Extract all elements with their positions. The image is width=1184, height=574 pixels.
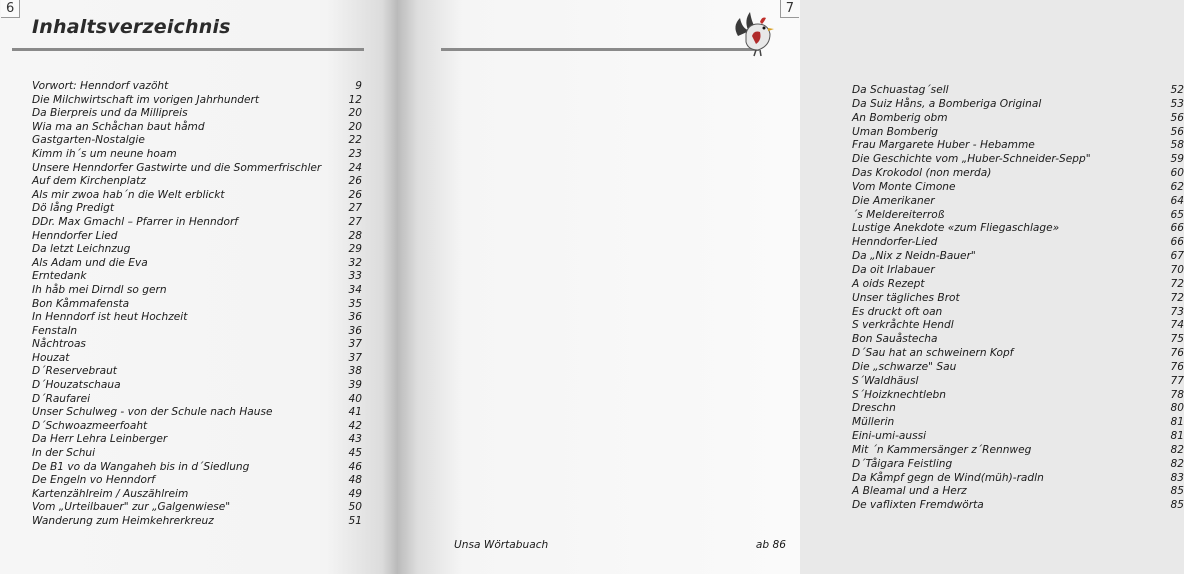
toc-entry-page: 49 [348,487,362,500]
toc-entry-page: 53 [1170,97,1184,110]
toc-entry [852,222,1184,236]
toc-entry-page: 34 [348,283,362,296]
rooster-icon [728,6,780,62]
toc-entry-page: 75 [1170,333,1184,346]
toc-entry-page: 77 [1170,374,1184,387]
toc-entry-page: 82 [1170,457,1184,470]
toc-entry-title: Da Suiz Håns, a Bomberiga Original [852,97,1042,110]
toc-entry-title: Gastgarten-Nostalgie [32,134,145,147]
toc-entry [852,126,1184,140]
toc-entry-page: 62 [1170,180,1184,193]
toc-entry-title: Erntedank [32,270,87,283]
toc-entry [32,447,362,461]
toc-entry-page: 66 [1170,222,1184,235]
toc-entry [32,420,362,434]
toc-list-left [32,80,362,529]
toc-entry [32,243,362,257]
toc-entry-page: 29 [348,243,362,256]
toc-entry-page: 78 [1170,388,1184,401]
toc-entry [32,134,362,148]
toc-entry-page: 60 [1170,167,1184,180]
toc-entry [852,444,1184,458]
toc-entry-page: 32 [348,256,362,269]
toc-entry-title: Vorwort: Henndorf vazöht [32,80,169,92]
toc-entry [32,175,362,189]
left-page [0,0,398,574]
toc-entry-page: 43 [348,433,362,446]
toc-entry-title: DDr. Max Gmachl – Pfarrer in Henndorf [32,215,239,228]
toc-entry-title: Die Geschichte vom „Huber-Schneider-Sepp" [852,153,1091,166]
toc-entry [852,195,1184,209]
toc-entry [852,319,1184,333]
toc-entry-page: 72 [1170,291,1184,304]
toc-entry-title: Als Adam und die Eva [32,256,148,269]
toc-entry-title: Auf dem Kirchenplatz [32,175,146,188]
toc-entry-title: Unser tägliches Brot [852,291,960,304]
toc-entry [852,181,1184,195]
toc-entry [852,333,1184,347]
toc-entry-footer [454,539,786,553]
toc-entry [852,361,1184,375]
toc-entry-title: De B1 vo da Wangaheh bis in d´Siedlung [32,460,250,473]
toc-entry [852,485,1184,499]
toc-entry [32,406,362,420]
toc-entry [32,352,362,366]
toc-entry-page: 59 [1170,153,1184,166]
toc-entry-title: A oids Rezept [852,277,925,290]
toc-entry-page: 42 [348,419,362,432]
toc-entry-title: In der Schui [32,447,96,460]
toc-entry-page: 37 [348,338,362,351]
toc-entry-page: 28 [348,229,362,242]
toc-entry [32,202,362,216]
toc-entry-title: Unsere Henndorfer Gastwirte und die Sommerfrischler [32,161,322,174]
toc-entry-title: Wia ma an Schåchan baut håmd [32,120,205,133]
toc-entry-page: ab 86 [755,539,786,551]
toc-entry [32,379,362,393]
toc-entry-title: D´Tåigara Feistling [852,457,953,470]
toc-entry-title: Bon Sauåstecha [852,333,938,346]
toc-entry [852,139,1184,153]
toc-entry-page: 35 [348,297,362,310]
toc-entry-page: 56 [1170,125,1184,138]
toc-entry-title: Als mir zwoa hab´n die Welt erblickt [32,188,225,201]
toc-entry-page: 27 [348,202,362,215]
toc-entry-page: 52 [1170,84,1184,96]
toc-entry-title: A Bleamal und a Herz [852,485,967,498]
toc-entry [852,278,1184,292]
toc-list-right [852,84,1184,513]
toc-entry-page: 81 [1170,416,1184,429]
toc-entry-page: 26 [348,188,362,201]
toc-entry [852,98,1184,112]
toc-entry-title: Bon Kåmmafensta [32,297,130,310]
toc-entry [32,216,362,230]
toc-entry [852,499,1184,513]
toc-entry-page: 22 [348,134,362,147]
toc-entry-page: 36 [348,324,362,337]
toc-entry [32,107,362,121]
toc-entry [32,298,362,312]
toc-entry-page: 24 [348,161,362,174]
toc-entry [32,311,362,325]
toc-entry-title: Vom „Urteilbauer" zur „Galgenwiese" [32,501,231,514]
title-rule-right [441,48,759,51]
toc-entry-page: 23 [348,147,362,160]
toc-entry-page: 76 [1170,347,1184,360]
toc-entry-title: S´Hoizknechtlebn [852,388,946,401]
toc-entry-title: Es druckt oft oan [852,305,943,318]
toc-entry-title: Fenstaln [32,324,78,337]
toc-entry-title: Da Bierpreis und da Millipreis [32,107,188,120]
toc-entry-title: Da oit Irlabauer [852,263,935,276]
toc-entry-page: 36 [348,311,362,324]
toc-entry-title: Wanderung zum Heimkehrerkreuz [32,515,214,527]
toc-entry [32,230,362,244]
toc-entry-title: S verkråchte Hendl [852,319,954,332]
toc-entry-title: Vom Monte Cimone [852,180,956,193]
toc-entry [32,284,362,298]
toc-entry-title: Ih håb mei Dirndl so gern [32,283,167,296]
toc-entry-page: 83 [1170,471,1184,484]
toc-entry [32,257,362,271]
toc-entry-page: 50 [348,501,362,514]
toc-entry [852,84,1184,98]
toc-entry-title: Houzat [32,351,70,364]
toc-entry-page: 56 [1170,111,1184,124]
toc-entry [32,189,362,203]
toc-entry [32,325,362,339]
toc-entry-title: Kartenzählreim / Auszählreim [32,487,189,500]
toc-entry-title: Lustige Anekdote «zum Fliegaschlage» [852,222,1060,235]
toc-entry [32,148,362,162]
toc-entry-title: Nåchtroas [32,338,86,351]
toc-entry-page: 27 [348,215,362,228]
toc-entry-page: 66 [1170,236,1184,249]
toc-entry-page: 40 [348,392,362,405]
toc-entry [852,416,1184,430]
toc-entry [852,167,1184,181]
toc-entry [852,306,1184,320]
toc-entry-page: 58 [1170,139,1184,152]
toc-entry [32,461,362,475]
toc-entry-page: 9 [355,80,362,92]
toc-entry [32,94,362,108]
toc-entry [852,209,1184,223]
toc-entry-page: 67 [1170,250,1184,263]
toc-entry-title: ´s Meldereiterroß [852,208,945,221]
toc-entry-page: 51 [348,515,362,527]
toc-entry-page: 85 [1170,499,1184,512]
toc-entry [852,112,1184,126]
toc-entry [852,402,1184,416]
toc-entry-title: Henndorfer-Lied [852,236,938,249]
right-page [398,0,1184,574]
toc-entry-title: Dreschn [852,402,896,415]
toc-entry-title: D´Reservebraut [32,365,117,378]
toc-entry [852,430,1184,444]
toc-entry-title: De Engeln vo Henndorf [32,474,156,487]
toc-entry-page: 45 [348,447,362,460]
toc-entry [32,270,362,284]
toc-entry-title: In Henndorf ist heut Hochzeit [32,311,188,324]
toc-entry-title: Unser Schulweg - von der Schule nach Hause [32,406,273,419]
toc-entry-page: 81 [1170,430,1184,443]
toc-entry-page: 20 [348,120,362,133]
toc-entry-page: 12 [348,93,362,106]
toc-entry-page: 26 [348,175,362,188]
toc-entry-page: 73 [1170,305,1184,318]
toc-entry-title: D´Sau hat an schweinern Kopf [852,347,1014,360]
toc-entry-page: 46 [348,460,362,473]
toc-entry-title: D´Raufarei [32,392,91,405]
toc-entry [32,393,362,407]
toc-entry [32,121,362,135]
toc-entry-title: Da Kåmpf gegn de Wind(müh)-radln [852,471,1044,484]
toc-entry-page: 38 [348,365,362,378]
toc-entry-title: Unsa Wörtabuach [454,539,549,551]
toc-entry [852,347,1184,361]
toc-entry [852,472,1184,486]
toc-entry-title: Die Amerikaner [852,194,935,207]
toc-entry-page: 76 [1170,360,1184,373]
toc-entry [852,389,1184,403]
toc-entry [852,292,1184,306]
toc-entry-page: 64 [1170,194,1184,207]
page-number-left: 6 [1,0,20,18]
toc-entry-title: Eini-umi-aussi [852,430,927,443]
toc-entry-title: Da Herr Lehra Leinberger [32,433,168,446]
toc-entry-page: 82 [1170,443,1184,456]
toc-entry [852,264,1184,278]
toc-entry-page: 41 [348,406,362,419]
toc-entry-page: 20 [348,107,362,120]
toc-entry-title: Mit ´n Kammersänger z´Rennweg [852,443,1032,456]
toc-entry [852,236,1184,250]
toc-entry-title: Das Krokodol (non merda) [852,167,992,180]
toc-entry-page: 80 [1170,402,1184,415]
toc-entry [32,162,362,176]
toc-entry-page: 48 [348,474,362,487]
toc-entry [852,375,1184,389]
toc-entry [32,80,362,94]
toc-entry-title: Müllerin [852,416,895,429]
toc-entry-title: Da „Nix z Neidn-Bauer" [852,250,976,263]
toc-entry-page: 37 [348,351,362,364]
toc-entry-title: D´Schwoazmeerfoaht [32,419,148,432]
toc-entry [32,338,362,352]
toc-entry-title: Uman Bomberig [852,125,938,138]
toc-entry [32,474,362,488]
toc-entry [852,250,1184,264]
toc-entry-page: 74 [1170,319,1184,332]
toc-entry [852,153,1184,167]
toc-entry-title: S´Waldhäusl [852,374,919,387]
toc-entry-title: Dö lång Predigt [32,202,115,215]
toc-entry-title: Da Schuastag´sell [852,84,949,96]
toc-entry [32,515,362,529]
toc-entry [32,433,362,447]
toc-entry-page: 70 [1170,263,1184,276]
toc-entry-title: D´Houzatschaua [32,379,121,392]
page-number-right: 7 [780,0,799,18]
toc-entry-title: Henndorfer Lied [32,229,118,242]
title-rule-left [12,48,364,51]
toc-entry-page: 39 [348,379,362,392]
toc-entry-title: Die Milchwirtschaft im vorigen Jahrhundert [32,93,260,106]
toc-entry-title: Frau Margarete Huber - Hebamme [852,139,1035,152]
toc-entry-page: 85 [1170,485,1184,498]
toc-entry-page: 65 [1170,208,1184,221]
toc-entry [32,488,362,502]
toc-entry-page: 72 [1170,277,1184,290]
toc-entry-title: Da letzt Leichnzug [32,243,131,256]
toc-entry-title: Die „schwarze" Sau [852,360,957,373]
toc-entry-page: 33 [348,270,362,283]
toc-entry-title: Kimm ih´s um neune hoam [32,147,177,160]
toc-entry-title: An Bomberig obm [852,111,948,124]
toc-entry [32,365,362,379]
toc-entry [852,458,1184,472]
page-title: Inhaltsverzeichnis [32,16,231,38]
toc-entry-title: De vaflixten Fremdwörta [852,499,984,512]
toc-entry [32,501,362,515]
